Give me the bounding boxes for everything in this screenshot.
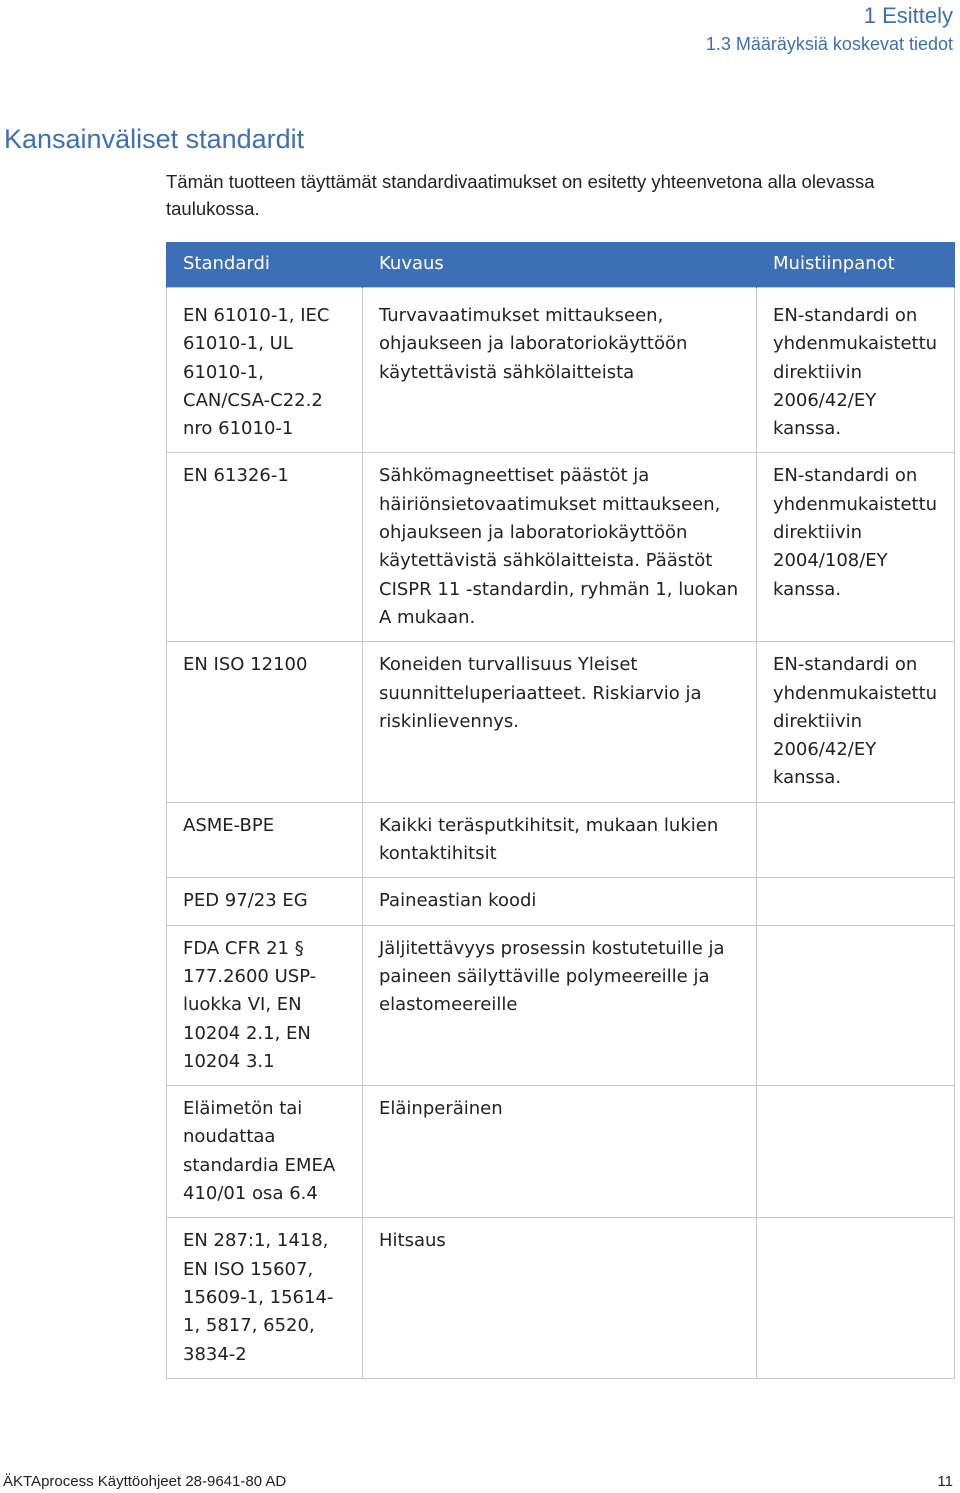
description-cell: Hitsaus — [363, 1218, 757, 1378]
standard-cell: EN 61010-1, IEC 61010-1, UL 61010-1, CAN/CSA-C22.2 nro 61010-1 — [167, 288, 363, 453]
page-number: 11 — [937, 1473, 953, 1490]
table-row — [167, 1086, 955, 1218]
intro-paragraph: Tämän tuotteen täyttämät standardivaatimukset on esitetty yhteenvetona alla olevassa taulukossa. — [166, 171, 875, 219]
standard-cell: PED 97/23 EG — [167, 878, 363, 925]
column-header-notes: Muistiinpanot — [757, 242, 955, 288]
notes-cell: EN-standardi on yhdenmukaistettu direktiivin 2006/42/EY kanssa. — [757, 288, 955, 453]
running-header — [706, 2, 953, 57]
table-header-row — [167, 242, 955, 288]
notes-cell — [757, 878, 955, 925]
footer-document-title: ÄKTAprocess Käyttöohjeet 28-9641-80 AD — [3, 1473, 287, 1490]
table-row — [167, 1218, 955, 1378]
description-cell: Koneiden turvallisuus Yleiset suunnitteluperiaatteet. Riskiarvio ja riskinlievennys. — [363, 642, 757, 802]
description-cell: Kaikki teräsputkihitsit, mukaan lukien kontaktihitsit — [363, 802, 757, 878]
standard-cell: Eläimetön tai noudattaa standardia EMEA 410/01 osa 6.4 — [167, 1086, 363, 1218]
description-cell: Eläinperäinen — [363, 1086, 757, 1218]
description-cell: Turvavaatimukset mittaukseen, ohjaukseen ja laboratoriokäyttöön käytettävistä sähkölaitteista — [363, 288, 757, 453]
table-row — [167, 642, 955, 802]
notes-cell: EN-standardi on yhdenmukaistettu direktiivin 2004/108/EY kanssa. — [757, 453, 955, 642]
column-header-standard: Standardi — [167, 242, 363, 288]
chapter-heading: 1 Esittely — [863, 3, 953, 28]
table-row — [167, 878, 955, 925]
column-header-description: Kuvaus — [363, 242, 757, 288]
description-cell: Paineastian koodi — [363, 878, 757, 925]
standard-cell: FDA CFR 21 § 177.2600 USP-luokka VI, EN 10204 2.1, EN 10204 3.1 — [167, 925, 363, 1085]
standard-cell: EN 287:1, 1418, EN ISO 15607, 15609-1, 15614-1, 5817, 6520, 3834-2 — [167, 1218, 363, 1378]
standard-cell: EN 61326-1 — [167, 453, 363, 642]
notes-cell: EN-standardi on yhdenmukaistettu direktiivin 2006/42/EY kanssa. — [757, 642, 955, 802]
notes-cell — [757, 1218, 955, 1378]
description-cell: Jäljitettävyys prosessin kostutetuille ja paineen säilyttäville polymeereille ja elastomeereille — [363, 925, 757, 1085]
description-cell: Sähkömagneettiset päästöt ja häiriönsietovaatimukset mittaukseen, ohjaukseen ja laboratoriokäyttöön käytettävistä sähkölaitteista. Päästöt CISPR 11 -standardin, ryhmän 1, luokan A mukaan. — [363, 453, 757, 642]
standard-cell: EN ISO 12100 — [167, 642, 363, 802]
table-row — [167, 288, 955, 453]
table-row — [167, 802, 955, 878]
table-row — [167, 453, 955, 642]
notes-cell — [757, 925, 955, 1085]
section-heading: 1.3 Määräyksiä koskevat tiedot — [705, 34, 953, 54]
notes-cell — [757, 1086, 955, 1218]
standard-cell: ASME-BPE — [167, 802, 363, 878]
page-title: Kansainväliset standardit — [4, 124, 305, 154]
notes-cell — [757, 802, 955, 878]
table-row — [167, 925, 955, 1085]
standards-table — [166, 242, 955, 1379]
